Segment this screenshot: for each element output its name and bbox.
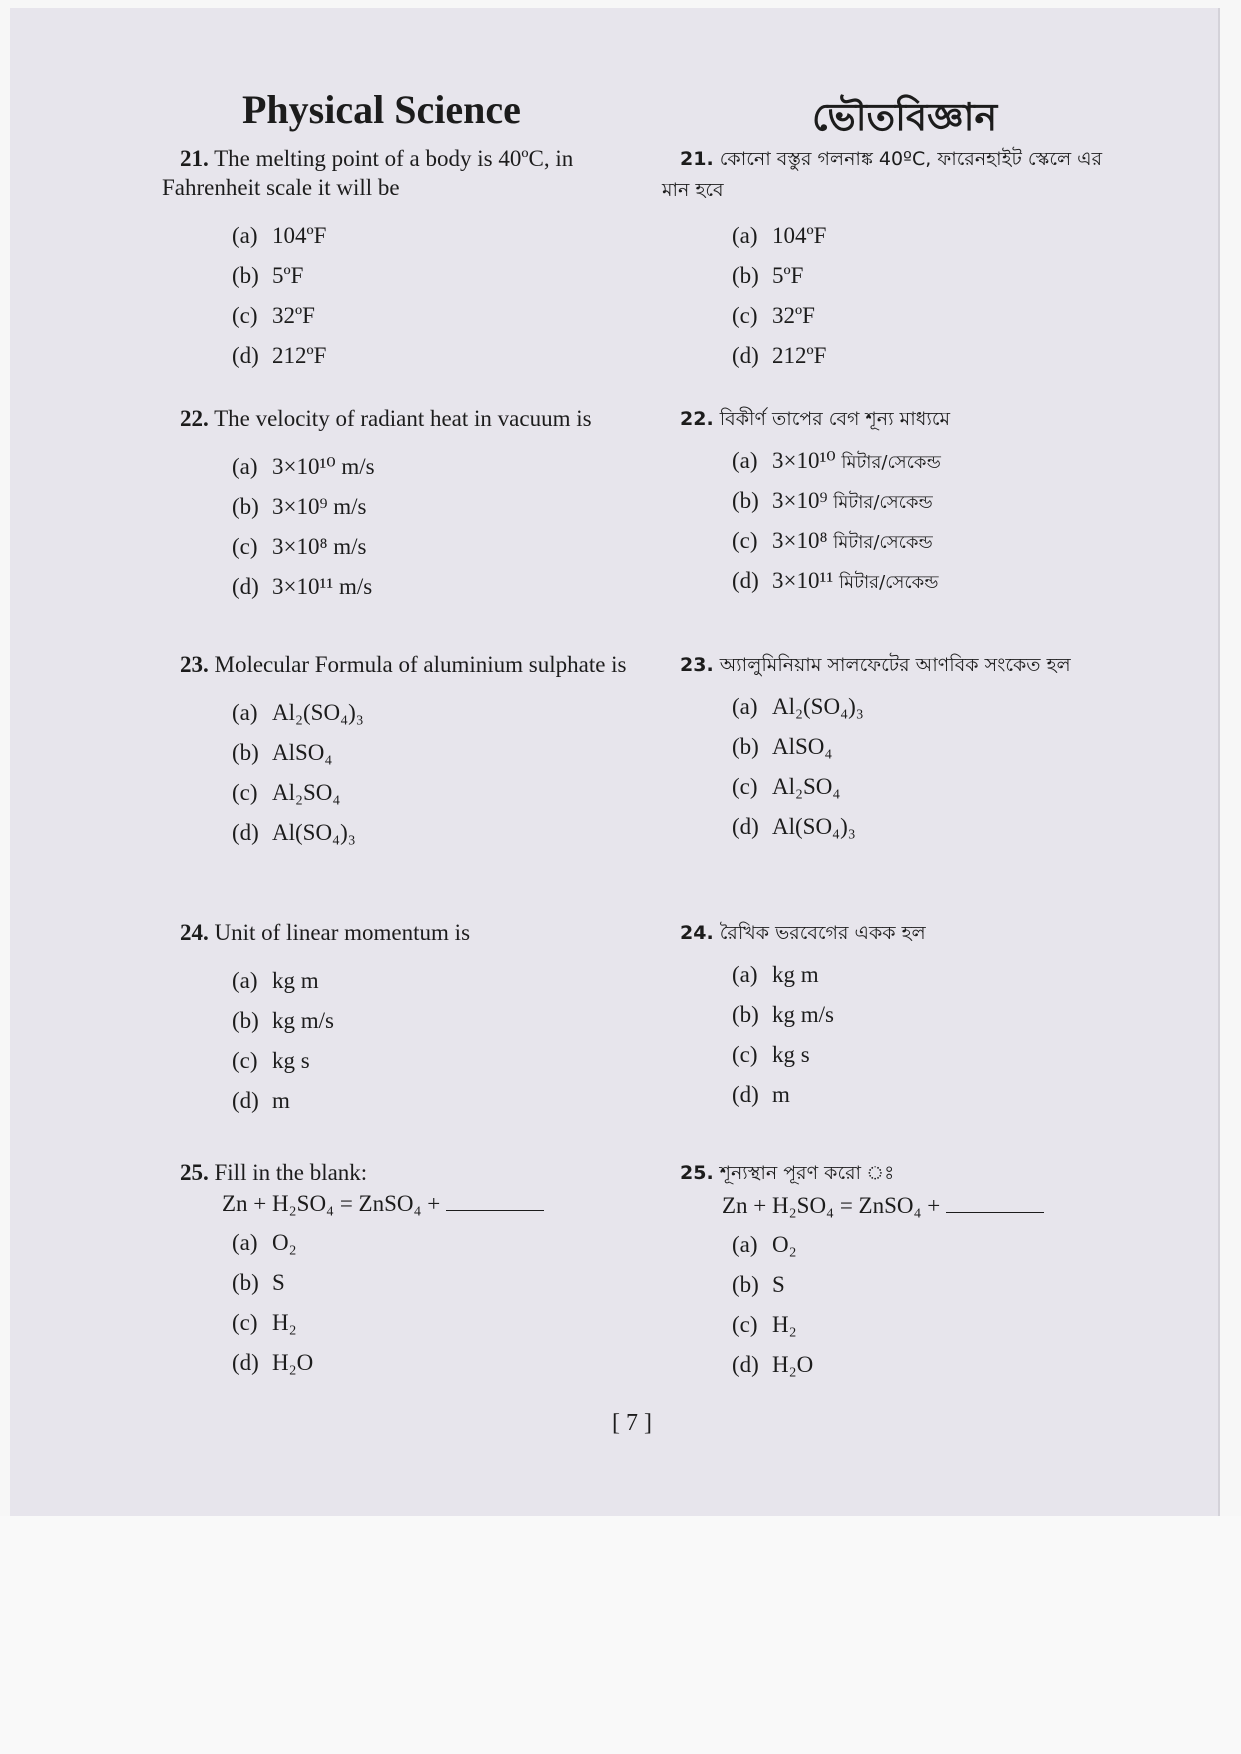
option-list — [162, 961, 632, 1121]
option-text: m — [272, 1088, 290, 1113]
question-text: অ্যালুমিনিয়াম সালফেটের আণবিক সংকেত হল — [719, 654, 1071, 676]
answer-blank — [446, 1210, 544, 1211]
question-stem — [162, 404, 632, 433]
option-text: 3×10¹¹ — [772, 568, 834, 593]
option-text: H₂O — [272, 1350, 314, 1375]
option-a — [732, 441, 1132, 481]
question-bn-23 — [662, 650, 1132, 847]
option-a — [232, 447, 632, 487]
option-letter: (c) — [232, 780, 258, 805]
reaction-equation — [162, 1189, 632, 1219]
option-text: Al(SO₄)₃ — [272, 820, 356, 845]
option-list — [662, 441, 1132, 601]
option-letter: (a) — [732, 448, 758, 473]
option-d — [232, 1081, 632, 1121]
option-a — [232, 1223, 632, 1263]
option-text: O₂ — [272, 1230, 297, 1255]
option-d — [732, 561, 1132, 601]
option-letter: (b) — [232, 263, 259, 288]
option-b — [732, 995, 1132, 1035]
question-number: 25. — [680, 1162, 714, 1184]
option-b — [232, 256, 632, 296]
option-text: 3×10⁸ — [772, 528, 828, 553]
page-title-english: Physical Science — [242, 87, 521, 132]
question-en-22 — [162, 404, 632, 607]
question-text: কোনো বস্তুর গলনাঙ্ক 40ºC, ফারেনহাইট স্কেলে এর মান হবে — [662, 148, 1103, 201]
question-stem — [662, 1158, 1132, 1189]
option-letter: (d) — [732, 814, 759, 839]
option-text: O₂ — [772, 1232, 797, 1257]
option-letter: (d) — [232, 343, 259, 368]
question-text: The velocity of radiant heat in vacuum is — [214, 406, 592, 431]
option-letter: (b) — [232, 494, 259, 519]
option-letter: (c) — [232, 534, 258, 559]
question-bn-22 — [662, 404, 1132, 601]
option-text: 212ºF — [272, 343, 327, 368]
option-letter: (c) — [732, 774, 758, 799]
option-a — [732, 216, 1132, 256]
option-b — [732, 727, 1132, 767]
question-stem — [162, 144, 632, 202]
option-b — [232, 1001, 632, 1041]
option-list — [162, 216, 632, 376]
question-bn-21 — [662, 144, 1132, 376]
option-text: kg s — [772, 1042, 810, 1067]
option-d — [732, 336, 1132, 376]
question-stem — [162, 918, 632, 947]
option-text: AlSO₄ — [772, 734, 833, 759]
option-c — [732, 767, 1132, 807]
option-text: Al₂(SO₄)₃ — [772, 694, 864, 719]
option-text: 3×10⁹ m/s — [272, 494, 367, 519]
option-list — [662, 216, 1132, 376]
question-stem — [662, 918, 1132, 949]
option-letter: (a) — [732, 694, 758, 719]
option-letter: (c) — [732, 528, 758, 553]
answer-blank — [946, 1212, 1044, 1213]
option-c — [232, 1041, 632, 1081]
option-text: 3×10⁸ m/s — [272, 534, 367, 559]
question-number: 24. — [680, 922, 714, 944]
unit-label: মিটার/সেকেন্ড — [833, 532, 933, 553]
option-c — [232, 773, 632, 813]
option-b — [732, 481, 1132, 521]
option-letter: (d) — [232, 1350, 259, 1375]
option-d — [732, 1075, 1132, 1115]
option-letter: (a) — [232, 700, 258, 725]
option-c — [732, 1305, 1132, 1345]
question-en-24 — [162, 918, 632, 1121]
question-text: রৈখিক ভরবেগের একক হল — [719, 922, 926, 944]
unit-label: মিটার/সেকেন্ড — [839, 572, 939, 593]
option-text: H₂ — [772, 1312, 797, 1337]
option-text: Al₂(SO₄)₃ — [272, 700, 364, 725]
option-text: 32ºF — [272, 303, 315, 328]
question-text: Molecular Formula of aluminium sulphate is — [214, 652, 627, 677]
option-letter: (a) — [732, 962, 758, 987]
question-bn-24 — [662, 918, 1132, 1115]
option-text: 104ºF — [772, 223, 827, 248]
option-letter: (a) — [232, 454, 258, 479]
option-c — [232, 1303, 632, 1343]
option-text: m — [772, 1082, 790, 1107]
option-b — [732, 256, 1132, 296]
option-a — [732, 955, 1132, 995]
option-text: 212ºF — [772, 343, 827, 368]
option-b — [732, 1265, 1132, 1305]
option-a — [232, 216, 632, 256]
option-letter: (c) — [732, 1312, 758, 1337]
equation-text: Zn + H₂SO₄ = ZnSO₄ + — [722, 1193, 941, 1218]
option-d — [732, 807, 1132, 847]
question-stem — [162, 1158, 632, 1187]
option-text: kg m/s — [772, 1002, 834, 1027]
option-c — [732, 1035, 1132, 1075]
option-list — [162, 693, 632, 853]
option-a — [732, 1225, 1132, 1265]
question-stem — [662, 404, 1132, 435]
option-letter: (b) — [732, 1272, 759, 1297]
question-number: 25. — [180, 1160, 209, 1185]
option-letter: (b) — [232, 740, 259, 765]
option-a — [732, 687, 1132, 727]
option-letter: (a) — [732, 223, 758, 248]
option-letter: (b) — [732, 488, 759, 513]
question-stem — [162, 650, 632, 679]
option-text: kg s — [272, 1048, 310, 1073]
option-list — [662, 687, 1132, 847]
question-en-25 — [162, 1158, 632, 1383]
option-d — [232, 336, 632, 376]
question-number: 23. — [680, 654, 714, 676]
option-letter: (c) — [732, 1042, 758, 1067]
option-letter: (d) — [732, 343, 759, 368]
option-c — [732, 296, 1132, 336]
option-text: Al(SO₄)₃ — [772, 814, 856, 839]
question-text: Unit of linear momentum is — [214, 920, 471, 945]
option-text: H₂O — [772, 1352, 814, 1377]
question-number: 21. — [680, 148, 714, 170]
question-number: 22. — [180, 406, 209, 431]
option-letter: (d) — [732, 1352, 759, 1377]
option-text: S — [772, 1272, 785, 1297]
option-text: Al₂SO₄ — [272, 780, 341, 805]
option-letter: (a) — [732, 1232, 758, 1257]
option-letter: (c) — [232, 1310, 258, 1335]
question-stem — [662, 144, 1132, 206]
option-a — [232, 961, 632, 1001]
option-text: 5ºF — [272, 263, 304, 288]
question-number: 21. — [180, 146, 209, 171]
option-list — [162, 1223, 632, 1383]
option-letter: (c) — [232, 303, 258, 328]
option-letter: (b) — [232, 1008, 259, 1033]
option-text: 5ºF — [772, 263, 804, 288]
option-b — [232, 487, 632, 527]
option-letter: (d) — [732, 1082, 759, 1107]
question-stem — [662, 650, 1132, 681]
question-en-23 — [162, 650, 632, 853]
option-c — [232, 296, 632, 336]
option-list — [162, 447, 632, 607]
unit-label: মিটার/সেকেন্ড — [841, 452, 941, 473]
question-en-21 — [162, 144, 632, 376]
option-a — [232, 693, 632, 733]
option-text: 3×10¹⁰ — [772, 448, 836, 473]
option-text: kg m — [772, 962, 819, 987]
option-c — [232, 527, 632, 567]
option-text: 3×10⁹ — [772, 488, 828, 513]
option-text: kg m/s — [272, 1008, 334, 1033]
option-d — [232, 567, 632, 607]
question-number: 23. — [180, 652, 209, 677]
option-text: 104ºF — [272, 223, 327, 248]
question-number: 24. — [180, 920, 209, 945]
option-text: S — [272, 1270, 285, 1295]
option-letter: (b) — [732, 734, 759, 759]
unit-label: মিটার/সেকেন্ড — [833, 492, 933, 513]
question-text: বিকীর্ণ তাপের বেগ শূন্য মাধ্যমে — [719, 408, 951, 430]
page-title-bengali: ভৌতবিজ্ঞান — [812, 95, 998, 139]
option-b — [232, 733, 632, 773]
option-list — [662, 955, 1132, 1115]
option-letter: (b) — [732, 1002, 759, 1027]
option-d — [232, 813, 632, 853]
option-text: 32ºF — [772, 303, 815, 328]
option-c — [732, 521, 1132, 561]
equation-text: Zn + H₂SO₄ = ZnSO₄ + — [222, 1191, 441, 1216]
question-text: শূন্যস্থান পূরণ করো ঃ — [719, 1162, 895, 1184]
option-letter: (a) — [232, 223, 258, 248]
question-number: 22. — [680, 408, 714, 430]
option-letter: (d) — [232, 574, 259, 599]
option-b — [232, 1263, 632, 1303]
option-text: Al₂SO₄ — [772, 774, 841, 799]
question-text: Fill in the blank: — [214, 1160, 368, 1185]
option-d — [732, 1345, 1132, 1385]
option-list — [662, 1225, 1132, 1385]
option-text: 3×10¹¹ m/s — [272, 574, 373, 599]
page-number: [ 7 ] — [612, 1410, 652, 1436]
option-letter: (b) — [732, 263, 759, 288]
option-d — [232, 1343, 632, 1383]
option-text: kg m — [272, 968, 319, 993]
option-letter: (d) — [232, 1088, 259, 1113]
option-letter: (d) — [232, 820, 259, 845]
option-letter: (c) — [232, 1048, 258, 1073]
question-bn-25 — [662, 1158, 1132, 1385]
scan-margin — [0, 1516, 1241, 1754]
option-text: 3×10¹⁰ m/s — [272, 454, 375, 479]
reaction-equation — [662, 1191, 1132, 1221]
option-text: H₂ — [272, 1310, 297, 1335]
option-letter: (d) — [732, 568, 759, 593]
option-letter: (b) — [232, 1270, 259, 1295]
option-letter: (a) — [232, 968, 258, 993]
option-text: AlSO₄ — [272, 740, 333, 765]
question-text: The melting point of a body is 40ºC, in Fahrenheit scale it will be — [162, 146, 574, 200]
option-letter: (c) — [732, 303, 758, 328]
option-letter: (a) — [232, 1230, 258, 1255]
